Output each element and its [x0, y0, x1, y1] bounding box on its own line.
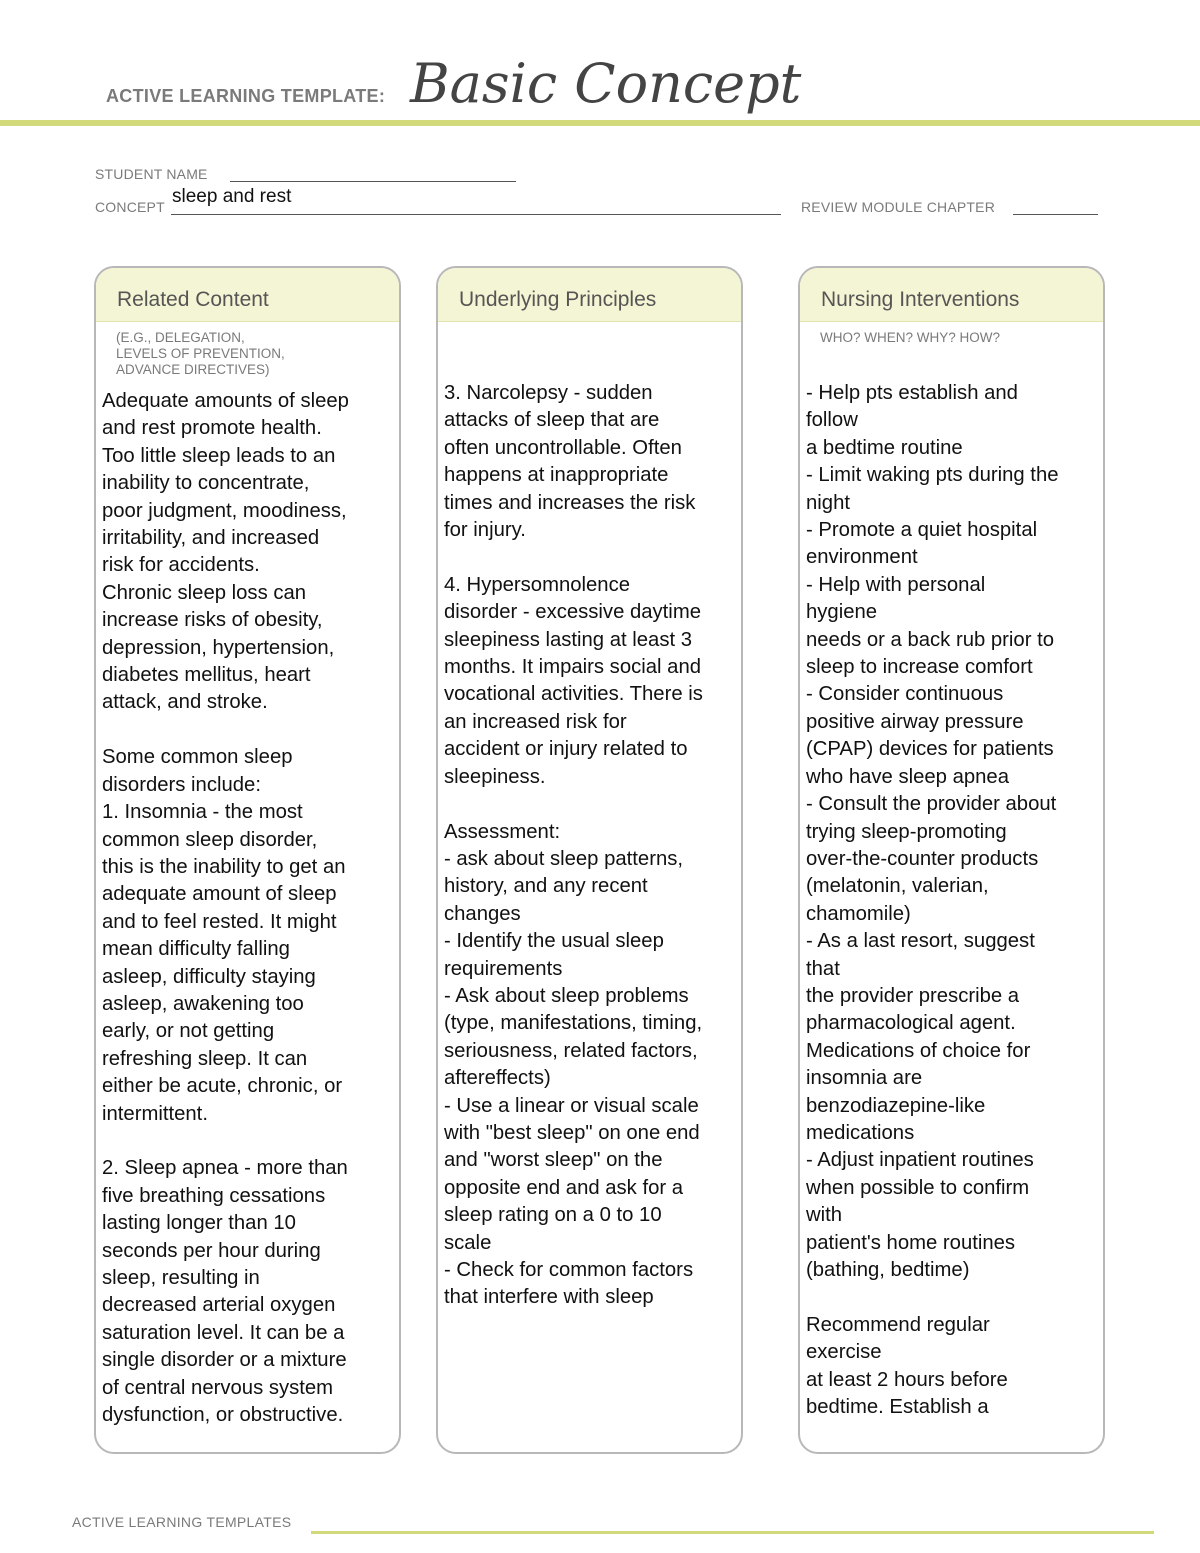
nursing-interventions-text[interactable]: - Help pts establish and follow a bedtime routine - Limit waking pts during the night - Promote a quiet hospital environment - Help with personal hygiene needs or a back rub prior to sleep to increase comfort - Consider continuous positive airway pressure (CPAP) devices for patients who have sleep apnea - Consult the provider about trying sleep-promoting over-the-counter products (melatonin, valerian, chamomile) - As a last resort, suggest that the provider prescribe a pharmacological agent. Medications of choice for insomnia are benzodiazepine-like medications - Adjust inpatient routines when possible to confirm with patient's home routines (bathing, bedtime) Recommend regular exercise at least 2 hours before bedtime. Establish a	[806, 382, 1059, 1419]
related-content-title: Related Content	[96, 268, 399, 322]
related-content-card	[94, 266, 401, 1454]
concept-value: sleep and rest	[172, 186, 292, 207]
header-divider	[0, 120, 1200, 126]
review-module-chapter-field[interactable]	[1013, 214, 1098, 215]
nursing-interventions-title: Nursing Interventions	[800, 268, 1103, 322]
related-content-text[interactable]: Adequate amounts of sleep and rest promote health. Too little sleep leads to an inability to concentrate, poor judgment, moodiness, irritability, and increased risk for accidents. Chronic sleep loss can increase risks of obesity, depression, hypertension, diabetes mellitus, heart attack, and stroke. Some common sleep disorders include: 1. Insomnia - the most common sleep disorder, this is the inability to get an adequate amount of sleep and to feel rested. It might mean difficulty falling asleep, difficulty staying asleep, awakening too early, or not getting refreshing sleep. It can either be acute, chronic, or intermittent. 2. Sleep apnea - more than five breathing cessations lasting longer than 10 seconds per hour during sleep, resulting in decreased arterial oxygen saturation level. It can be a single disorder or a mixture of central nervous system dysfunction, or obstructive.	[102, 390, 349, 1427]
underlying-principles-text[interactable]: 3. Narcolepsy - sudden attacks of sleep that are often uncontrollable. Often happens at inappropriate times and increases the risk for injury. 4. Hypersomnolence disorder - excessive daytime sleepiness lasting at least 3 months. It impairs social and vocational activities. There is an increased risk for accident or injury related to sleepiness. Assessment: - ask about sleep patterns, history, and any recent changes - Identify the usual sleep requirements - Ask about sleep problems (type, manifestations, timing, seriousness, related factors, aftereffects) - Use a linear or visual scale with "best sleep" on one end and "worst sleep" on the opposite end and ask for a sleep rating on a 0 to 10 scale - Check for common factors that interfere with sleep	[444, 382, 703, 1309]
underlying-principles-title: Underlying Principles	[438, 268, 741, 322]
footer-label: ACTIVE LEARNING TEMPLATES	[72, 1514, 292, 1530]
footer-divider	[311, 1531, 1154, 1534]
nursing-interventions-card	[798, 266, 1105, 1454]
page-title: Basic Concept	[410, 52, 802, 115]
review-module-chapter-label: REVIEW MODULE CHAPTER	[801, 199, 995, 215]
concept-label: CONCEPT	[95, 199, 165, 215]
underlying-principles-card	[436, 266, 743, 1454]
template-label: ACTIVE LEARNING TEMPLATE:	[106, 86, 386, 106]
underlying-principles-subtitle	[438, 322, 741, 370]
related-content-subtitle: (E.G., DELEGATION, LEVELS OF PREVENTION, ADVANCE DIRECTIVES)	[116, 330, 285, 377]
concept-field[interactable]	[171, 214, 781, 215]
student-name-field[interactable]	[230, 181, 516, 182]
nursing-interventions-subtitle: WHO? WHEN? WHY? HOW?	[820, 330, 1001, 345]
student-name-label: STUDENT NAME	[95, 166, 208, 182]
